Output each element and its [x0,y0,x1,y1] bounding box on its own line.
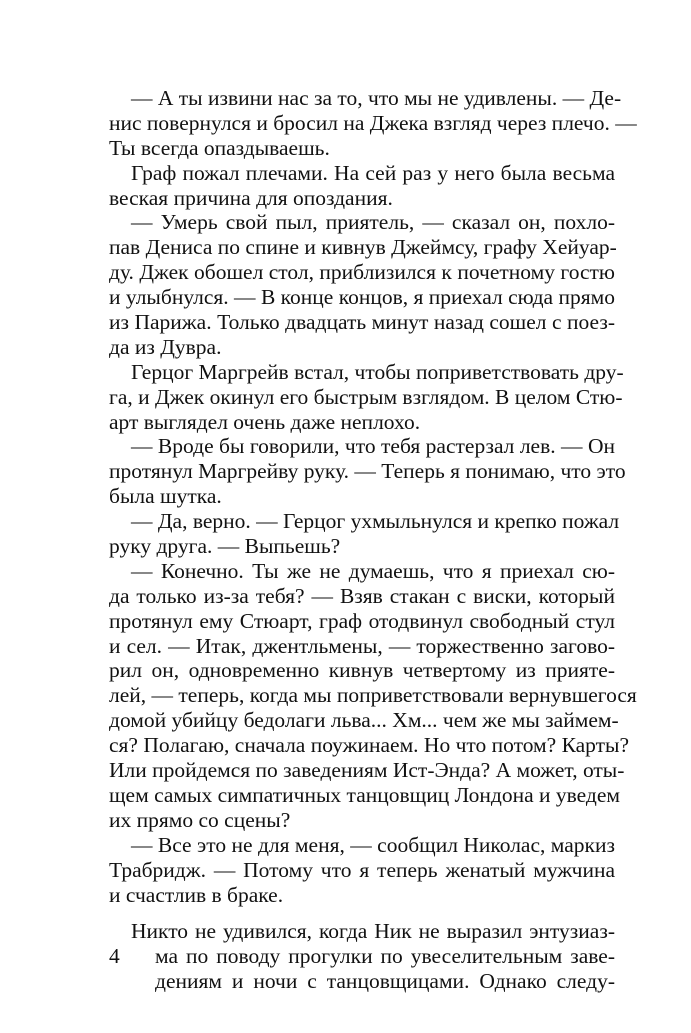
text-line: ся? Полагаю, сначала поужинаем. Но что потом? Карты? [109,733,630,758]
text-line: га, и Джек окинул его быстрым взглядом. В целом Стю- [109,384,623,409]
text-line: да из Дувра. [109,334,222,359]
text-line: — Все это не для меня, — сообщил Николас, маркиз [131,832,615,857]
text-line: — Да, верно. — Герцог ухмыльнулся и крепко пожал [131,509,620,534]
text-line: домой убийцу бедолаги льва... Хм... чем же мы займем- [109,708,619,733]
text-line: была шутка. [109,484,222,509]
text-line: Никто не удивился, когда Ник не выразил энтузиаз- [131,919,615,943]
text-line: Ты всегда опаздываешь. [109,135,330,160]
text-line: щем самых симпатичных танцовщиц Лондона и уведем [109,782,621,807]
text-line: — Умерь свой пыл, приятель, — сказал он, похло- [131,210,615,235]
text-line: ма по поводу прогулки по увеселительным заве- [155,943,615,968]
text-line: протянул ему Стюарт, граф отодвинул свободный стул [109,608,615,633]
text-line: Или пройдемся по заведениям Ист-Энда? А может, оты- [109,758,625,783]
text-body [109,86,637,907]
text-line: лей, — теперь, когда мы поприветствовали вернувшегося [109,683,637,708]
text-line: Герцог Маргрейв встал, чтобы поприветствовать дру- [131,359,624,384]
text-line: руку друга. — Выпьешь? [109,534,341,559]
text-line: ду. Джек обошел стол, приблизился к почетному гостю [109,260,615,285]
text-line: и сел. — Итак, джентльмены, — торжественно загово- [109,633,615,658]
footer-text [109,919,615,994]
text-line: пав Дениса по спине и кивнув Джеймсу, графу Хейуар- [109,235,617,260]
page-number: 4 [109,944,120,968]
text-line: Трабридж. — Потому что я теперь женатый мужчина [109,857,615,882]
text-line: — Вроде бы говорили, что тебя растерзал лев. — Он [131,434,615,459]
text-line: арт выглядел очень даже неплохо. [109,409,421,434]
text-line: да только из-за тебя? — Взяв стакан с виски, который [109,583,615,608]
text-line: нис повернулся и бросил на Джека взгляд через плечо. — [109,110,637,135]
text-line: — А ты извини нас за то, что мы не удивлены. — Де- [131,86,622,110]
text-line: и улыбнулся. — В конце концов, я приехал сюда прямо [109,285,615,310]
text-line: протянул Маргрейву руку. — Теперь я понимаю, что это [109,459,626,484]
text-line: рил он, одновременно кивнув четвертому из прияте- [109,658,615,683]
text-line: веская причина для опоздания. [109,185,393,210]
text-line: из Парижа. Только двадцать минут назад сошел с поез- [109,310,615,335]
text-line: дениям и ночи с танцовщицами. Однако следу- [155,968,615,993]
text-line: Граф пожал плечами. На сей раз у него была весьма [131,160,615,185]
text-line: — Конечно. Ты же не думаешь, что я приехал сю- [131,558,615,583]
text-line: и счастлив в браке. [109,882,284,907]
text-line: их прямо со сцены? [109,807,291,832]
